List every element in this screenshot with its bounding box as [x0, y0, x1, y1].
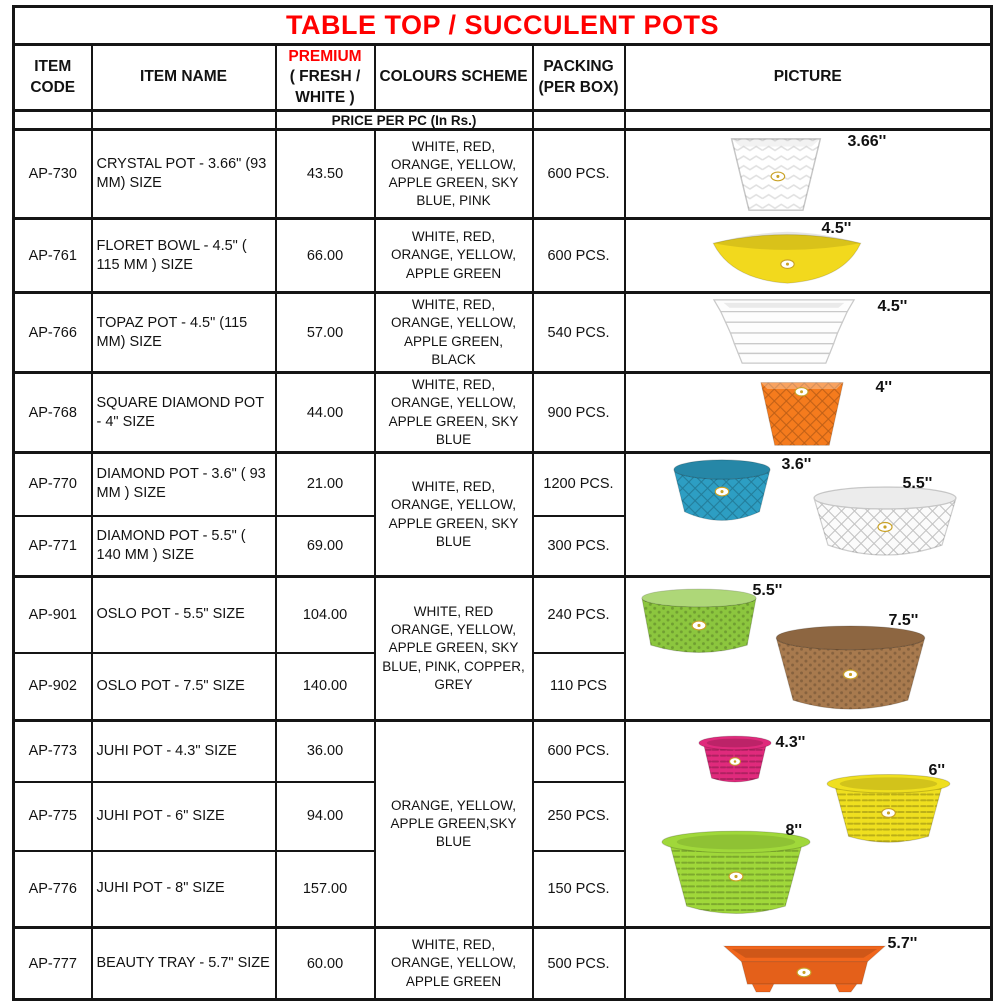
colours-cell: WHITE, RED, ORANGE, YELLOW, APPLE GREEN	[375, 928, 533, 1000]
brand-badge-icon	[729, 758, 740, 765]
price-per-pc-label: PRICE PER PC (In Rs.)	[276, 111, 533, 130]
empty-cell	[533, 111, 625, 130]
subheader-row	[14, 111, 992, 130]
picture-cell	[625, 928, 992, 1000]
item-name-cell: JUHI POT - 6" SIZE	[92, 782, 276, 851]
packing-cell: 250 PCS.	[533, 782, 625, 851]
oslo-pot-large-image	[772, 623, 929, 720]
price-cell: 140.00	[276, 653, 375, 721]
picture-cell	[625, 130, 992, 219]
size-label: 6''	[928, 762, 946, 779]
price-cell: 36.00	[276, 721, 375, 782]
picture-cell	[625, 721, 992, 928]
packing-cell: 600 PCS.	[533, 219, 625, 293]
picture-cell	[625, 293, 992, 373]
brand-badge-icon	[780, 260, 793, 269]
price-cell: 57.00	[276, 293, 375, 373]
col-header-item-code: ITEM CODE	[14, 45, 92, 111]
table-row	[14, 928, 992, 1000]
table-row	[14, 219, 992, 293]
packing-cell: 240 PCS.	[533, 577, 625, 653]
premium-label: PREMIUM	[288, 48, 362, 66]
brand-badge-icon	[729, 872, 743, 881]
item-code-cell: AP-901	[14, 577, 92, 653]
item-code-cell: AP-777	[14, 928, 92, 1000]
empty-cell	[625, 111, 992, 130]
square-diamond-pot-image	[744, 377, 860, 449]
empty-cell	[92, 111, 276, 130]
price-cell: 43.50	[276, 130, 375, 219]
item-name-cell: DIAMOND POT - 5.5" ( 140 MM ) SIZE	[92, 516, 276, 577]
price-cell: 157.00	[276, 851, 375, 928]
colours-cell: WHITE, RED, ORANGE, YELLOW, APPLE GREEN, BLACK	[375, 293, 533, 373]
colours-cell: WHITE, RED, ORANGE, YELLOW, APPLE GREEN, SKY BLUE	[375, 373, 533, 453]
brand-badge-icon	[715, 487, 728, 496]
packing-cell: 600 PCS.	[533, 130, 625, 219]
picture-cell	[625, 453, 992, 577]
table-row	[14, 721, 992, 782]
col-header-item-name: ITEM NAME	[92, 45, 276, 111]
picture-cell	[625, 219, 992, 293]
price-cell: 94.00	[276, 782, 375, 851]
brand-badge-icon	[795, 388, 808, 396]
item-code-cell: AP-766	[14, 293, 92, 373]
size-label: 7.5''	[888, 612, 919, 629]
packing-cell: 110 PCS	[533, 653, 625, 721]
item-code-cell: AP-761	[14, 219, 92, 293]
table-row	[14, 373, 992, 453]
diamond-pot-large-image	[809, 485, 961, 567]
brand-badge-icon	[881, 809, 895, 818]
diamond-pot-small-image	[670, 457, 774, 530]
size-label: 5.5''	[752, 582, 783, 599]
juhi-pot-large-image	[658, 830, 814, 923]
price-cell: 44.00	[276, 373, 375, 453]
size-label: 4.5''	[821, 220, 852, 237]
picture-cell	[625, 373, 992, 453]
colours-cell: WHITE, RED, ORANGE, YELLOW, APPLE GREEN	[375, 219, 533, 293]
brand-badge-icon	[771, 172, 785, 181]
page-title: TABLE TOP / SUCCULENT POTS	[14, 7, 992, 45]
size-label: 8''	[785, 822, 803, 839]
packing-cell: 600 PCS.	[533, 721, 625, 782]
colours-cell: WHITE, RED ORANGE, YELLOW, APPLE GREEN, SKY BLUE, PINK, COPPER, GREY	[375, 577, 533, 721]
size-label: 5.7''	[887, 935, 918, 952]
packing-cell: 540 PCS.	[533, 293, 625, 373]
size-label: 4.3''	[775, 734, 806, 751]
item-name-cell: CRYSTAL POT - 3.66" (93 MM) SIZE	[92, 130, 276, 219]
brand-badge-icon	[878, 523, 892, 532]
packing-cell: 500 PCS.	[533, 928, 625, 1000]
oslo-pot-small-image	[639, 586, 759, 663]
price-list-table	[12, 5, 993, 1001]
col-header-colours: COLOURS SCHEME	[375, 45, 533, 111]
price-cell: 66.00	[276, 219, 375, 293]
packing-cell: 300 PCS.	[533, 516, 625, 577]
item-name-cell: JUHI POT - 8" SIZE	[92, 851, 276, 928]
item-name-cell: BEAUTY TRAY - 5.7" SIZE	[92, 928, 276, 1000]
price-cell: 104.00	[276, 577, 375, 653]
colours-cell: WHITE, RED, ORANGE, YELLOW, APPLE GREEN, SKY BLUE, PINK	[375, 130, 533, 219]
table-row	[14, 453, 992, 516]
picture-cell	[625, 577, 992, 721]
size-label: 4''	[875, 379, 893, 396]
crystal-pot-image	[712, 134, 838, 215]
item-name-cell: SQUARE DIAMOND POT - 4" SIZE	[92, 373, 276, 453]
size-label: 3.66''	[847, 133, 887, 150]
brand-badge-icon	[797, 968, 811, 977]
packing-cell: 900 PCS.	[533, 373, 625, 453]
table-row	[14, 130, 992, 219]
size-label: 3.6''	[781, 456, 812, 473]
item-name-cell: JUHI POT - 4.3" SIZE	[92, 721, 276, 782]
brand-badge-icon	[843, 670, 857, 679]
price-cell: 21.00	[276, 453, 375, 516]
col-header-premium	[276, 45, 375, 111]
header-row	[14, 45, 992, 111]
item-name-cell: TOPAZ POT - 4.5" (115 MM) SIZE	[92, 293, 276, 373]
item-code-cell: AP-771	[14, 516, 92, 577]
packing-cell: 150 PCS.	[533, 851, 625, 928]
size-label: 5.5''	[902, 475, 933, 492]
colours-cell: WHITE, RED, ORANGE, YELLOW, APPLE GREEN, SKY BLUE	[375, 453, 533, 577]
item-code-cell: AP-768	[14, 373, 92, 453]
item-name-cell: FLORET BOWL - 4.5" ( 115 MM ) SIZE	[92, 219, 276, 293]
price-cell: 60.00	[276, 928, 375, 1000]
price-cell: 69.00	[276, 516, 375, 577]
item-name-cell: OSLO POT - 5.5" SIZE	[92, 577, 276, 653]
brand-badge-icon	[692, 621, 706, 630]
colours-cell: ORANGE, YELLOW, APPLE GREEN,SKY BLUE	[375, 721, 533, 928]
item-code-cell: AP-770	[14, 453, 92, 516]
beauty-tray-image	[721, 941, 889, 998]
juhi-pot-medium-image	[824, 774, 953, 850]
col-header-packing: PACKING (PER BOX)	[533, 45, 625, 111]
col-header-picture: PICTURE	[625, 45, 992, 111]
item-code-cell: AP-776	[14, 851, 92, 928]
juhi-pot-small-image	[697, 735, 773, 788]
packing-cell: 1200 PCS.	[533, 453, 625, 516]
premium-sub-label: ( FRESH / WHITE )	[289, 68, 361, 106]
table-row	[14, 577, 992, 653]
item-code-cell: AP-775	[14, 782, 92, 851]
item-code-cell: AP-902	[14, 653, 92, 721]
item-name-cell: DIAMOND POT - 3.6" ( 93 MM ) SIZE	[92, 453, 276, 516]
item-name-cell: OSLO POT - 7.5" SIZE	[92, 653, 276, 721]
size-label: 4.5''	[877, 298, 908, 315]
topaz-pot-image	[706, 297, 862, 369]
empty-cell	[14, 111, 92, 130]
item-code-cell: AP-773	[14, 721, 92, 782]
title-row	[14, 7, 992, 45]
table-row	[14, 293, 992, 373]
item-code-cell: AP-730	[14, 130, 92, 219]
